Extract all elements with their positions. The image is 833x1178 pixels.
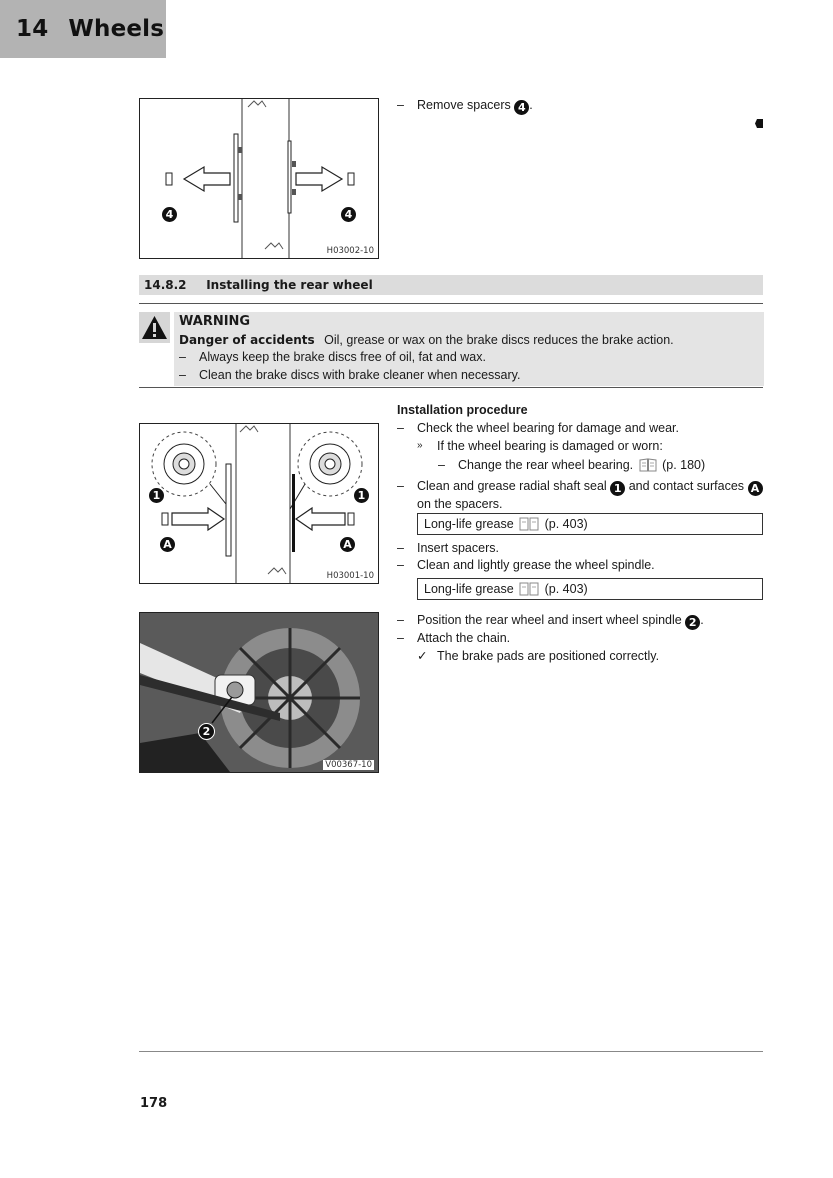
chapter-number: 14	[16, 16, 49, 42]
chapter-tab	[0, 0, 166, 58]
callout-a-right: A	[340, 537, 355, 552]
bullet-dash: –	[397, 631, 404, 645]
warning-bullet	[179, 367, 759, 383]
step-insert-spacers	[397, 540, 767, 556]
figure-grease-spacers	[139, 423, 379, 584]
result-text: The brake pads are positioned correctly.	[437, 649, 660, 663]
step-text: Clean and grease radial shaft seal	[417, 479, 607, 493]
chapter-title: Wheels	[68, 16, 165, 42]
remove-spacers-step	[397, 97, 767, 115]
section-number: 14.8.2	[144, 278, 187, 292]
figure-code: H03001-10	[326, 571, 374, 581]
check-icon: ✓	[417, 649, 428, 663]
warning-title: WARNING	[179, 314, 251, 329]
callout-2: 2	[198, 723, 215, 740]
step-text: Clean and lightly grease the wheel spindle.	[417, 558, 655, 572]
condition-line	[417, 438, 747, 454]
result-line	[417, 648, 747, 664]
bullet-dash: –	[397, 479, 404, 493]
condition-marker: »	[417, 440, 423, 451]
step-text: Check the wheel bearing for damage and wear.	[417, 421, 679, 435]
bullet-dash: –	[179, 350, 186, 364]
step-text: on the spacers.	[417, 497, 503, 511]
warning-rule	[139, 387, 763, 388]
callout-a: A	[748, 481, 763, 496]
callout-4-right: 4	[341, 207, 356, 222]
page-number: 178	[140, 1096, 168, 1111]
callout-1-right: 1	[354, 488, 369, 503]
step-clean-grease	[397, 478, 767, 512]
page-reference[interactable]: (p. 180)	[662, 458, 706, 472]
grease-reference-box	[417, 578, 763, 600]
end-of-procedure-icon	[755, 119, 764, 128]
step-grease-spindle	[397, 557, 767, 573]
warning-bullet-text: Always keep the brake discs free of oil, fat and wax.	[199, 350, 486, 364]
figure-wheel-spindle-photo	[139, 612, 379, 773]
step-text: and contact surfaces	[628, 479, 745, 493]
section-rule	[139, 303, 763, 304]
step-attach-chain	[397, 630, 767, 646]
figure-remove-spacers	[139, 98, 379, 259]
warning-text: Oil, grease or wax on the brake discs reduces the brake action.	[324, 333, 674, 347]
section-heading	[139, 275, 763, 295]
step-text: Remove spacers	[417, 98, 511, 112]
callout-4: 4	[514, 100, 529, 115]
action-text: Change the rear wheel bearing.	[458, 458, 634, 472]
figure-code: H03002-10	[326, 246, 374, 256]
bullet-dash: –	[438, 458, 445, 472]
callout-1: 1	[610, 481, 625, 496]
step-text: Position the rear wheel and insert wheel spindle	[417, 613, 682, 627]
section-title: Installing the rear wheel	[206, 278, 373, 292]
bullet-dash: –	[397, 421, 404, 435]
manual-reference-icon	[639, 458, 657, 472]
ref-page[interactable]: (p. 403)	[544, 517, 588, 531]
callout-4-left: 4	[162, 207, 177, 222]
bullet-dash: –	[397, 558, 404, 572]
grease-reference-box	[417, 513, 763, 535]
ref-label: Long-life grease	[424, 517, 514, 531]
step-text: Attach the chain.	[417, 631, 511, 645]
callout-a-left: A	[160, 537, 175, 552]
callout-1-left: 1	[149, 488, 164, 503]
step-text: Insert spacers.	[417, 541, 499, 555]
grease-icon	[519, 517, 539, 531]
ref-page[interactable]: (p. 403)	[544, 582, 588, 596]
condition-text: If the wheel bearing is damaged or worn:	[437, 439, 663, 453]
warning-lead: Danger of accidents	[179, 333, 315, 347]
bullet-dash: –	[397, 98, 404, 112]
warning-bullet	[179, 349, 759, 365]
grease-icon	[519, 582, 539, 596]
bullet-dash: –	[397, 613, 404, 627]
footer-rule	[139, 1051, 763, 1052]
step-suffix: .	[529, 98, 533, 112]
procedure-title: Installation procedure	[397, 403, 528, 417]
condition-action	[438, 457, 768, 473]
warning-statement	[179, 332, 674, 348]
ref-label: Long-life grease	[424, 582, 514, 596]
step-check-bearing	[397, 420, 767, 436]
callout-2: 2	[685, 615, 700, 630]
warning-icon	[139, 312, 170, 343]
warning-bullet-text: Clean the brake discs with brake cleaner when necessary.	[199, 368, 521, 382]
step-suffix: .	[700, 613, 704, 627]
step-position-wheel	[397, 612, 767, 630]
figure-code: V00367-10	[325, 760, 372, 770]
bullet-dash: –	[397, 541, 404, 555]
bullet-dash: –	[179, 368, 186, 382]
